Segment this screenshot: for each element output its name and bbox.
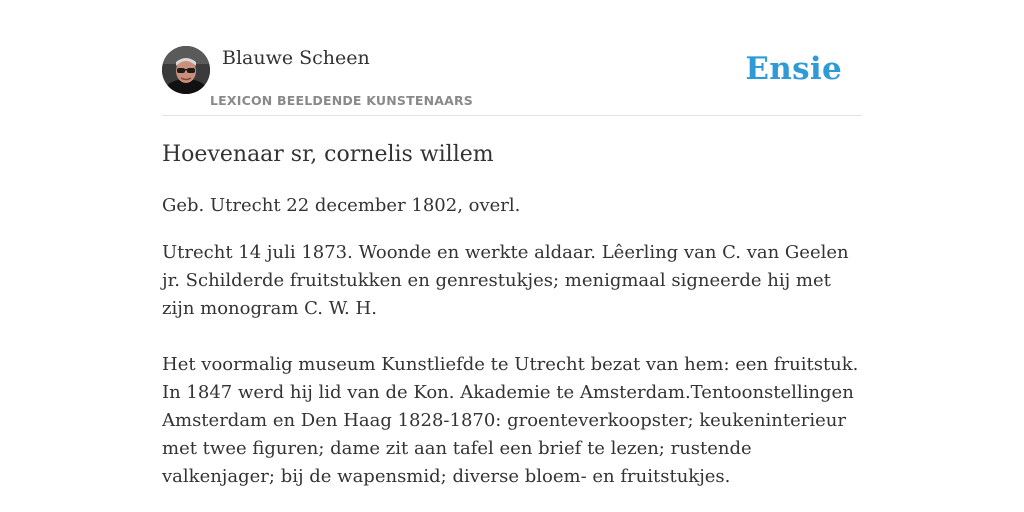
user-avatar-photo-icon xyxy=(162,46,210,94)
author-name[interactable]: Blauwe Scheen xyxy=(222,47,370,69)
article-paragraph: Geb. Utrecht 22 december 1802, overl. xyxy=(162,195,521,216)
article xyxy=(162,140,862,491)
header-divider xyxy=(162,115,862,116)
article-paragraph: Het voormalig museum Kunstliefde te Utrecht bezat van hem: een fruitstuk. In 1847 werd hij lid van de Kon. Akademie te Amsterdam.Tentoonstellingen Amsterdam en Den Haag 1828-1870: groenteverkoopster; keukeninterieur met twee figuren; dame zit aan tafel een brief te lezen; rustende valkenjager; bij de wapensmid; diverse bloem- en fruitstukjes. xyxy=(162,354,859,487)
author-avatar[interactable] xyxy=(162,46,210,94)
lexicon-label[interactable]: LEXICON BEELDENDE KUNSTENAARS xyxy=(210,93,474,108)
header xyxy=(162,46,862,116)
article-paragraph: Utrecht 14 juli 1873. Woonde en werkte aldaar. Lêerling van C. van Geelen jr. Schilderde fruitstukken en genrestukjes; menigmaal signeerde hij met zijn monogram C. W. H. xyxy=(162,242,849,319)
brand-logo[interactable]: Ensie xyxy=(745,51,842,87)
article-title: Hoevenaar sr, cornelis willem xyxy=(162,142,494,167)
